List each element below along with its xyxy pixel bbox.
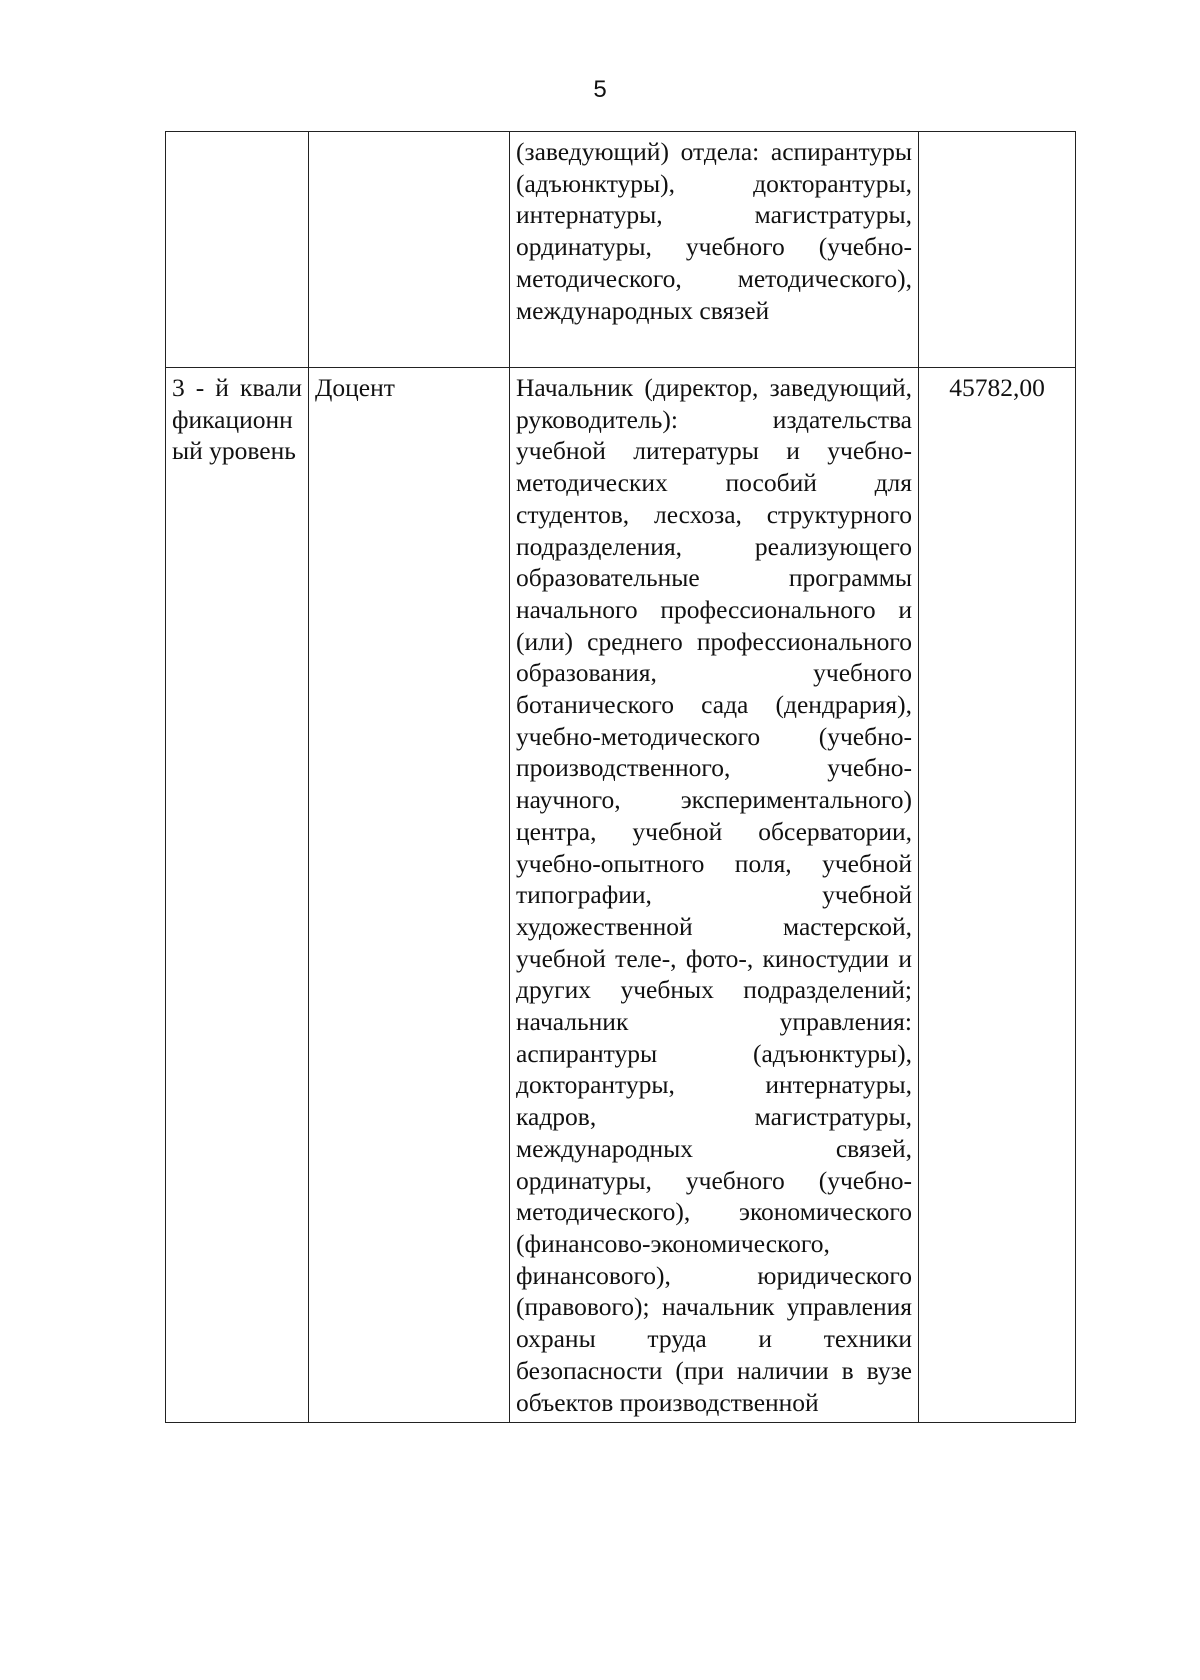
position-cell [309, 368, 510, 1423]
qualification-level-text: 3 - й квалификационный уровень [172, 373, 302, 466]
salary-text: 45782,00 [949, 373, 1045, 402]
salary-table [165, 131, 1076, 1423]
description-cell [510, 132, 919, 368]
qualification-level-cell [166, 132, 309, 368]
description-text: (заведующий) отдела: аспирантуры (адъюнктуры), докторантуры, интернатуры, магистратуры, ординатуры, учебного (учебно-методического, методического), международных связей [516, 137, 912, 325]
salary-cell [919, 368, 1076, 1423]
qualification-level-cell [166, 368, 309, 1423]
position-cell [309, 132, 510, 368]
table-row-continuation [166, 132, 1076, 368]
salary-cell [919, 132, 1076, 368]
table-row-level-3 [166, 368, 1076, 1423]
description-text: Начальник (директор, заведующий, руководитель): издательства учебной литературы и учебно-методических пособий для студентов, лесхоза, структурного подразделения, реализующего образовательные программы начального профессионального и (или) среднего профессионального образования, учебного ботанического сада (дендрария), учебно-методического (учебно-производственного, учебно-научного, экспериментального) центра, учебной обсерватории, учебно-опытного поля, учебной типографии, учебной художественной мастерской, учебной теле-, фото-, киностудии и других учебных подразделений; начальник управления: аспирантуры (адъюнктуры), докторантуры, интернатуры, кадров, магистратуры, международных связей, ординатуры, учебного (учебно-методического), экономического (финансово-экономического, финансового), юридического (правового); начальник управления охраны труда и техники безопасности (при наличии в вузе объектов производственной [516, 373, 912, 1417]
position-text: Доцент [315, 373, 395, 402]
page-number: 5 [593, 76, 607, 103]
description-cell [510, 368, 919, 1423]
